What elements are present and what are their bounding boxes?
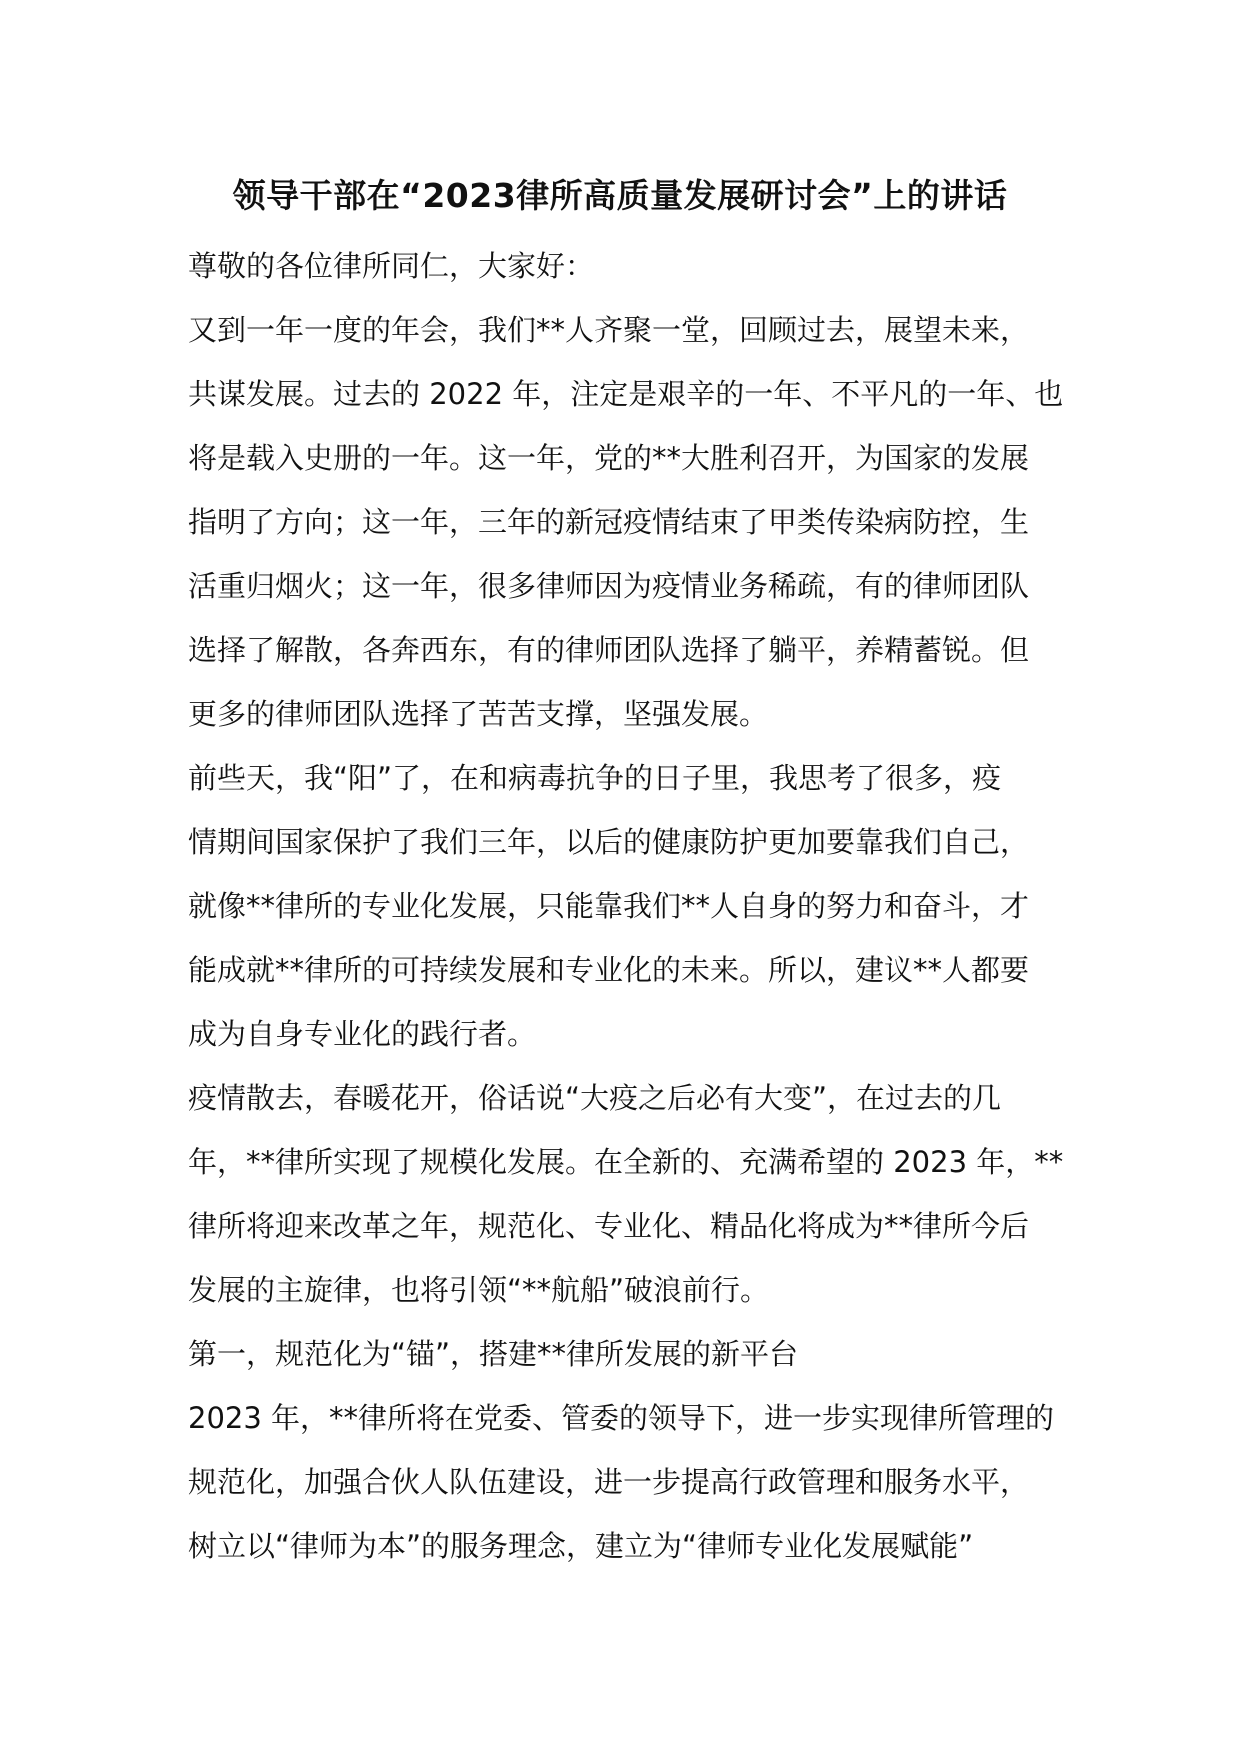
text-line: 前些天，我“阳”了，在和病毒抗争的日子里，我思考了很多，疫	[188, 761, 1002, 795]
text-line: 疫情散去，春暖花开，俗话说“大疫之后必有大变”，在过去的几	[188, 1081, 1002, 1115]
text-line-greeting: 尊敬的各位律所同仁，大家好：	[188, 249, 595, 283]
document-title: 领导干部在“2023律所高质量发展研讨会”上的讲话	[232, 176, 1008, 215]
text-line: 就像**律所的专业化发展，只能靠我们**人自身的努力和奋斗，才	[188, 889, 1030, 923]
text-line: 共谋发展。过去的 2022 年，注定是艰辛的一年、不平凡的一年、也	[188, 377, 1064, 411]
text-line: 活重归烟火；这一年，很多律师因为疫情业务稀疏，有的律师团队	[188, 569, 1030, 603]
text-line: 指明了方向；这一年，三年的新冠疫情结束了甲类传染病防控，生	[188, 505, 1030, 539]
text-line: 2023 年，**律所将在党委、管委的领导下，进一步实现律所管理的	[188, 1401, 1055, 1435]
text-line: 将是载入史册的一年。这一年，党的**大胜利召开，为国家的发展	[188, 441, 1030, 475]
text-line: 成为自身专业化的践行者。	[188, 1017, 537, 1051]
text-line: 年，**律所实现了规模化发展。在全新的、充满希望的 2023 年，**	[188, 1145, 1064, 1179]
text-line: 情期间国家保护了我们三年，以后的健康防护更加要靠我们自己，	[188, 825, 1030, 859]
text-line: 选择了解散，各奔西东，有的律师团队选择了躺平，养精蓄锐。但	[188, 633, 1030, 667]
section-heading: 第一，规范化为“锚”，搭建**律所发展的新平台	[188, 1337, 799, 1371]
text-line: 律所将迎来改革之年，规范化、专业化、精品化将成为**律所今后	[188, 1209, 1030, 1243]
text-line: 树立以“律师为本”的服务理念，建立为“律师专业化发展赋能”	[188, 1529, 974, 1563]
text-line: 更多的律师团队选择了苦苦支撑，坚强发展。	[188, 697, 769, 731]
text-line: 又到一年一度的年会，我们**人齐聚一堂，回顾过去，展望未来，	[188, 313, 1030, 347]
text-line: 发展的主旋律，也将引领“**航船”破浪前行。	[188, 1273, 770, 1307]
text-line: 能成就**律所的可持续发展和专业化的未来。所以，建议**人都要	[188, 953, 1030, 987]
text-line: 规范化，加强合伙人队伍建设，进一步提高行政管理和服务水平，	[188, 1465, 1030, 1499]
